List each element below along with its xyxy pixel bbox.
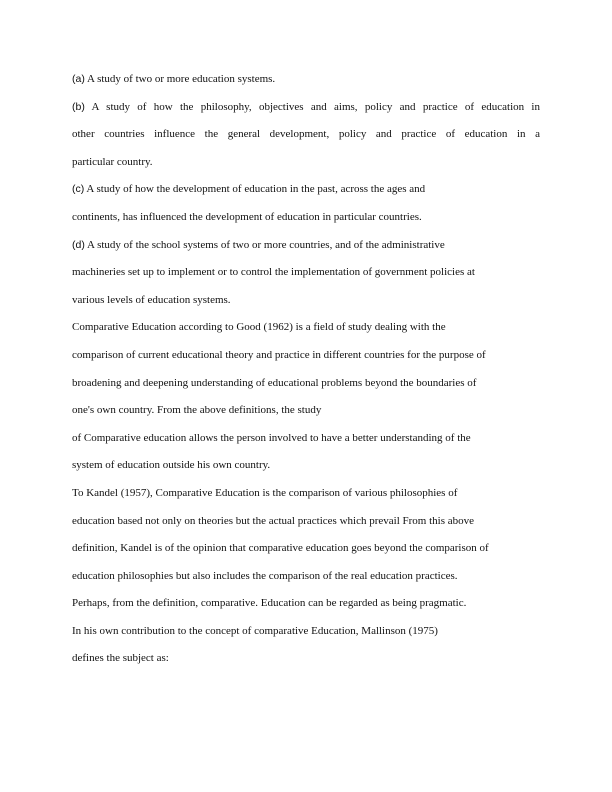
body-line: comparison of current educational theory and practice in different countries for the purpose of [72, 348, 486, 361]
body-line: In his own contribution to the concept of comparative Education, Mallinson (1975) [72, 624, 438, 637]
item-label: (b) [72, 100, 85, 113]
item-text: A study of the school systems of two or more countries, and of the administrative [84, 238, 445, 251]
body-line: broadening and deepening understanding of educational problems beyond the boundaries of [72, 376, 477, 389]
item-label: (a) [72, 73, 85, 85]
item-a [72, 66, 540, 94]
item-c [72, 176, 540, 204]
body-line: of Comparative education allows the person involved to have a better understanding of the [72, 431, 471, 444]
body-line: system of education outside his own country. [72, 459, 271, 472]
item-text: A study of how the philosophy, objectives and aims, policy and practice of education in [84, 100, 540, 113]
body-line: Comparative Education according to Good (1962) is a field of study dealing with the [72, 321, 446, 334]
body-line: Perhaps, from the definition, comparative. Education can be regarded as being pragmatic. [72, 597, 467, 610]
body-line: defines the subject as: [72, 652, 169, 665]
item-d-line: various levels of education systems. [72, 293, 231, 306]
item-c-line: continents, has influenced the development of education in particular countries. [72, 210, 422, 223]
item-d-line: machineries set up to implement or to control the implementation of government policies at [72, 266, 475, 279]
item-b [72, 94, 540, 122]
item-text: A study of two or more education systems. [84, 73, 276, 85]
document-page [72, 66, 540, 673]
body-line: To Kandel (1957), Comparative Education is the comparison of various philosophies of [72, 486, 458, 499]
body-line: education based not only on theories but the actual practices which prevail From this above [72, 514, 474, 527]
item-b-line: other countries influence the general development, policy and practice of education in a [72, 128, 540, 141]
item-d [72, 232, 540, 260]
item-b-line: particular country. [72, 155, 153, 168]
body-line: one's own country. From the above definitions, the study [72, 404, 322, 417]
item-label: (d) [72, 238, 85, 251]
item-text: A study of how the development of education in the past, across the ages and [84, 183, 426, 196]
body-line: education philosophies but also includes the comparison of the real education practices. [72, 569, 458, 582]
item-label: (c) [72, 183, 85, 196]
body-line: definition, Kandel is of the opinion that comparative education goes beyond the comparison of [72, 542, 489, 555]
